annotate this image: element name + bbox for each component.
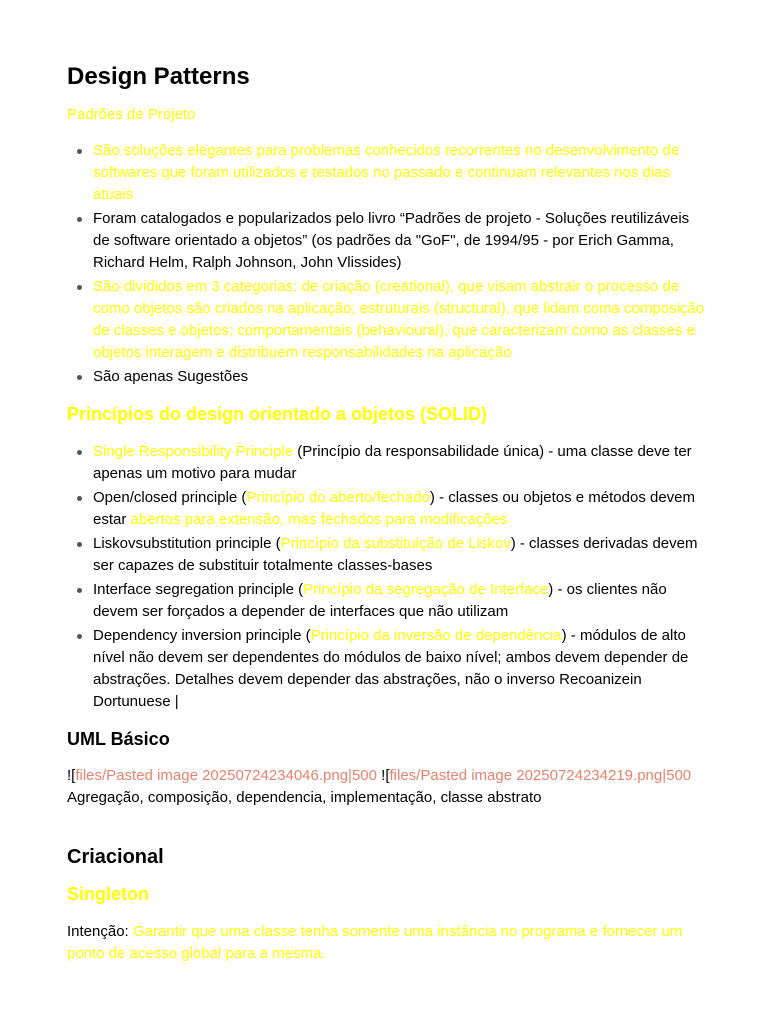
- bullet-icon: [77, 217, 82, 222]
- intro-item-text: São soluções elegantes para problemas conhecidos recorrentes no desenvolvimento de softwares que foram utilizados e testados no passado e continuam relevantes nos dias atuais: [93, 142, 680, 203]
- singleton-intent: [67, 921, 705, 965]
- principle-translation: Princípio da segregação de Interface: [303, 581, 549, 598]
- principle-name: Dependency inversion principle (: [93, 627, 311, 644]
- bullet-icon: [77, 149, 82, 154]
- principle-description: ) - classes ou objetos e métodos devem estar: [93, 489, 696, 528]
- list-item: [93, 276, 705, 364]
- principle-translation: Princípio do aberto/fechado: [246, 489, 430, 506]
- principle-translation: Princípio da substituição de Liskov: [280, 535, 511, 552]
- bullet-icon: [77, 450, 82, 455]
- embed-prefix: ![: [381, 767, 390, 784]
- singleton-heading: Singleton: [67, 884, 149, 904]
- bullet-icon: [77, 285, 82, 290]
- principle-name: Liskovsubstitution principle (: [93, 535, 281, 552]
- page-title: Design Patterns: [67, 63, 250, 90]
- principle-name: Single Responsibility Principle: [93, 443, 294, 460]
- list-item: [93, 366, 705, 388]
- list-item: [93, 208, 705, 274]
- embed-prefix: ![: [67, 767, 76, 784]
- principle-translation: Princípio da inversão de dependência: [310, 627, 562, 644]
- criacional-heading: Criacional: [67, 846, 164, 868]
- bullet-icon: [77, 634, 82, 639]
- solid-item-isp: [93, 579, 705, 623]
- bullet-icon: [77, 542, 82, 547]
- list-item: [93, 140, 705, 206]
- intro-item-text: São apenas Sugestões: [93, 368, 249, 385]
- bullet-icon: [77, 375, 82, 380]
- image-embed-link[interactable]: files/Pasted image 20250724234046.png|500: [75, 767, 377, 784]
- solid-list: [67, 441, 705, 715]
- intro-item-text: São divididos em 3 categorias: de criação (creational), que visam abstrair o processo de como objetos são criados na aplicação; estruturais (structural), que lidam coma composição de classes e objetos; comportamentais (behavioural), que caracterizam como as classes e objetos interagem e distribuem responsabilidades na aplicação: [93, 278, 705, 361]
- uml-heading: UML Básico: [67, 729, 170, 749]
- page-subtitle: Padrões de Projeto: [67, 106, 196, 123]
- principle-name: Open/closed principle (: [93, 489, 247, 506]
- intro-list: [67, 140, 705, 390]
- uml-text: Agregação, composição, dependencia, implementação, classe abstrato: [67, 789, 542, 806]
- principle-emphasis: abertos para extensão, mas fechados para modificações: [130, 511, 508, 528]
- solid-item-dip: [93, 625, 705, 713]
- uml-paragraph: [67, 765, 705, 809]
- intent-text: Garantir que uma classe tenha somente uma instância no programa e fornecer um ponto de acesso global para a mesma.: [67, 923, 683, 962]
- intro-item-text: Foram catalogados e popularizados pelo livro “Padrões de projeto - Soluções reutilizáveis de software orientado a objetos” (os padrões da "GoF", de 1994/95 - por Erich Gamma, Richard Helm, Ralph Johnson, John Vlissides): [93, 210, 690, 271]
- principle-description: ) - os clientes não devem ser forçados a depender de interfaces que não utilizam: [93, 581, 667, 620]
- intent-label: Intenção:: [67, 923, 129, 940]
- principle-name: Interface segregation principle (: [93, 581, 304, 598]
- principle-description: ) - classes derivadas devem ser capazes de substituir totalmente classes-bases: [93, 535, 698, 574]
- solid-heading: Princípios do design orientado a objetos (SOLID): [67, 404, 488, 424]
- bullet-icon: [77, 588, 82, 593]
- solid-item-lsp: [93, 533, 705, 577]
- solid-item-srp: [93, 441, 705, 485]
- principle-description: ) - módulos de alto nível não devem ser dependentes do módulos de baixo nível; ambos devem depender de abstrações. Detalhes devem depender das abstrações, não o inverso Recoanizein Dortunuese |: [93, 627, 689, 710]
- solid-item-ocp: [93, 487, 705, 531]
- image-embed-link[interactable]: files/Pasted image 20250724234219.png|500: [389, 767, 692, 784]
- principle-description: (Princípio da responsabilidade única) - uma classe deve ter apenas um motivo para mudar: [93, 443, 692, 482]
- bullet-icon: [77, 496, 82, 501]
